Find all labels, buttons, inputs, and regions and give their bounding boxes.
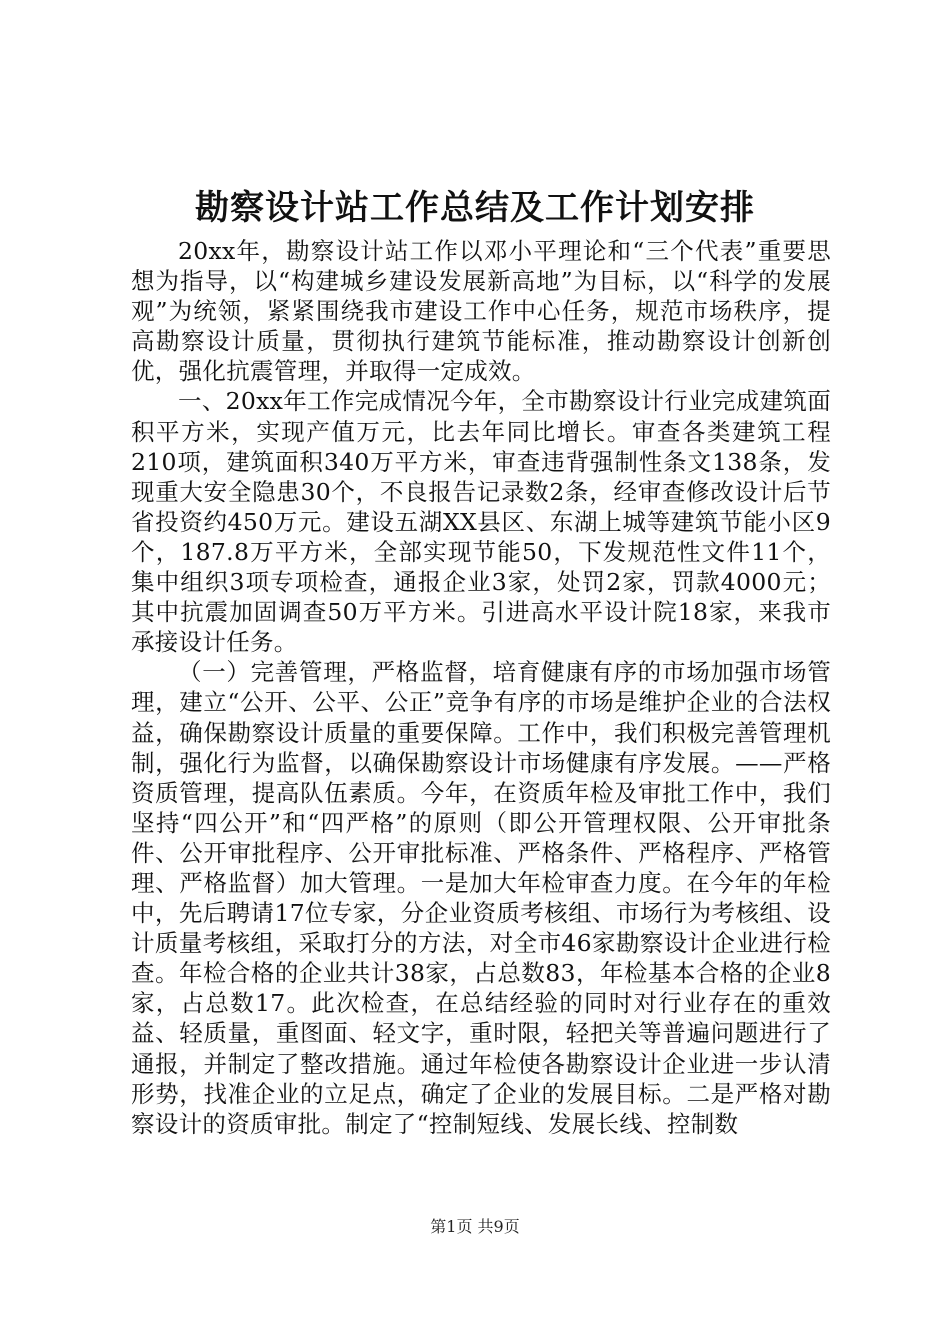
- paragraph-section-1: 一、20xx年工作完成情况今年，全市勘察设计行业完成建筑面积平方米，实现产值万元，比去年同比增长。审查各类建筑工程210项，建筑面积340万平方米，审查违背强制性条文138条，发现重大安全隐患30个，不良报告记录数2条，经审查修改设计后节省投资约450万元。建设五湖XX县区、东湖上城等建筑节能小区9个，187.8万平方米，全部实现节能50，下发规范性文件11个，集中组织3项专项检查，通报企业3家，处罚2家，罚款4000元；其中抗震加固调查50万平方米。引进高水平设计院18家，来我市承接设计任务。: [131, 387, 831, 657]
- document-title: 勘察设计站工作总结及工作计划安排: [195, 188, 755, 228]
- paragraph-intro: 20xx年，勘察设计站工作以邓小平理论和“三个代表”重要思想为指导，以“构建城乡建设发展新高地”为目标，以“科学的发展观”为统领，紧紧围绕我市建设工作中心任务，规范市场秩序，提高勘察设计质量，贯彻执行建筑节能标准，推动勘察设计创新创优，强化抗震管理，并取得一定成效。: [131, 237, 831, 386]
- page-footer: 第1页 共9页: [430, 1217, 520, 1236]
- document-body: [131, 236, 831, 1139]
- paragraph-subsection-1: （一）完善管理，严格监督，培育健康有序的市场加强市场管理，建立“公开、公平、公正”竞争有序的市场是维护企业的合法权益，确保勘察设计质量的重要保障。工作中，我们积极完善管理机制，强化行为监督，以确保勘察设计市场健康有序发展。——严格资质管理，提高队伍素质。今年，在资质年检及审批工作中，我们坚持“四公开”和“四严格”的原则（即公开管理权限、公开审批条件、公开审批程序、公开审批标准、严格条件、严格程序、严格管理、严格监督）加大管理。一是加大年检审查力度。在今年的年检中，先后聘请17位专家，分企业资质考核组、市场行为考核组、设计质量考核组，采取打分的方法，对全市46家勘察设计企业进行检查。年检合格的企业共计38家，占总数83，年检基本合格的企业8家，占总数17。此次检查，在总结经验的同时对行业存在的重效益、轻质量，重图面、轻文字，重时限，轻把关等普遍问题进行了通报，并制定了整改措施。通过年检使各勘察设计企业进一步认清形势，找准企业的立足点，确定了企业的发展目标。二是严格对勘察设计的资质审批。制定了“控制短线、发展长线、控制数: [131, 658, 831, 1138]
